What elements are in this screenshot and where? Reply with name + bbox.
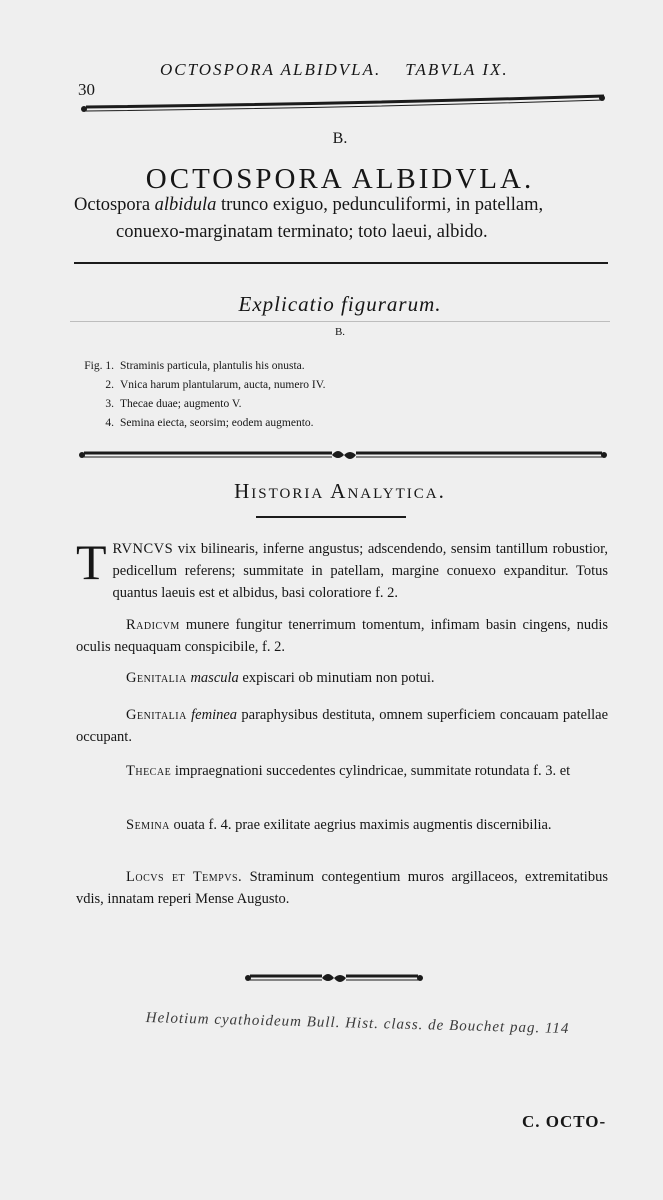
figure-item [74,376,325,395]
figure-item [74,357,325,376]
thecae-text: impraegnationi succedentes cylindricae, summitate rotundata f. 3. et [171,763,571,779]
locus-lead: Locvs et Tempvs. [126,869,243,885]
locus-text: Straminum contegentium muros argillaceos, extremitatibus vdis, innatam reperi Mense Augusto. [76,869,608,907]
semina-lead: Semina [126,817,170,833]
figure-number: Fig. 1. [84,360,114,372]
gen-masc-italic: mascula [190,670,239,686]
desc-epithet: albidula [154,195,217,215]
explicatio-title: Explicatio figurarum. [238,292,442,316]
plate-label: TABVLA IX. [405,60,509,79]
gen-masc-lead: Genitalia [126,670,187,686]
semina-text: ouata f. 4. prae exilitate aegrius maximis augmentis discernibilia. [169,817,552,833]
desc-line1-post: trunco exiguo, pedunculiformi, in patellam, [216,195,544,215]
species-description [74,192,614,246]
section-divider [74,262,608,264]
gen-fem-lead: Genitalia [126,707,187,723]
drop-cap: T [76,534,107,590]
running-title: OCTOSPORA ALBIDVLA. [160,60,382,79]
page-number: 30 [78,80,95,99]
truncus-text: vix bilinearis, inferne angustus; adscendendo, sensim tantillum robustior, pedicellum referens; summitate in patellam, margine conuexo expanditur. Totus quantus laeuis est et albidus, basi coloratiore f. 2. [112,541,608,601]
radicum-lead: Radicvm [126,617,180,633]
handwritten-annotation: Helotium cyathoideum Bull. Hist. class. de Bouchet pag. 114 [145,1010,570,1038]
thecae-paragraph [76,760,608,782]
gen-masc-text: expiscari ob minutiam non potui. [238,670,435,686]
historia-underline [256,516,406,518]
explicatio-underline [70,321,610,322]
thecae-lead: Thecae [126,763,172,779]
figure-number: 3. [105,398,114,410]
gen-fem-italic: feminea [191,707,238,723]
figure-text: Semina eiecta, seorsim; eodem augmento. [120,417,314,429]
gen-fem-text: paraphysibus destituta, omnem superficiem concauam patellae occupant. [76,707,609,745]
species-title: OCTOSPORA ALBIDVLA. [145,163,535,195]
figure-number: 2. [105,379,114,391]
truncus-paragraph [76,534,608,604]
radicum-paragraph [76,614,608,658]
explicatio-letter: B. [334,326,346,338]
catchword: C. OCTO- [522,1112,607,1131]
figure-item [74,414,325,433]
locus-tempus-paragraph [76,866,608,910]
bottom-ornamental-rule [244,968,424,986]
desc-line2: conuexo-marginatam terminato; toto laeui, albido. [116,222,488,242]
radicum-text: munere fungitur tenerrimum tomentum, infimam basin cingens, nudis oculis nequaquam conspicibile, f. 2. [76,617,608,655]
semina-paragraph [76,814,608,836]
genitalia-mascula-paragraph [76,667,608,689]
figure-text: Straminis particula, plantulis his onusta. [120,360,305,372]
figure-text: Vnica harum plantularum, aucta, numero IV. [120,379,326,391]
running-head [160,60,509,80]
truncus-lead: RVNCVS [112,541,174,557]
figure-item [74,395,325,414]
middle-ornamental-rule [76,444,610,464]
figure-text: Thecae duae; augmento V. [120,398,242,410]
section-letter: B. [332,130,348,147]
genitalia-feminea-paragraph [76,704,608,748]
historia-title: Historia Analytica. [234,479,446,503]
header-ornamental-rule [78,90,608,114]
figure-list [74,357,325,433]
figure-number: 4. [105,417,114,429]
desc-line1-pre: Octospora [74,195,155,215]
